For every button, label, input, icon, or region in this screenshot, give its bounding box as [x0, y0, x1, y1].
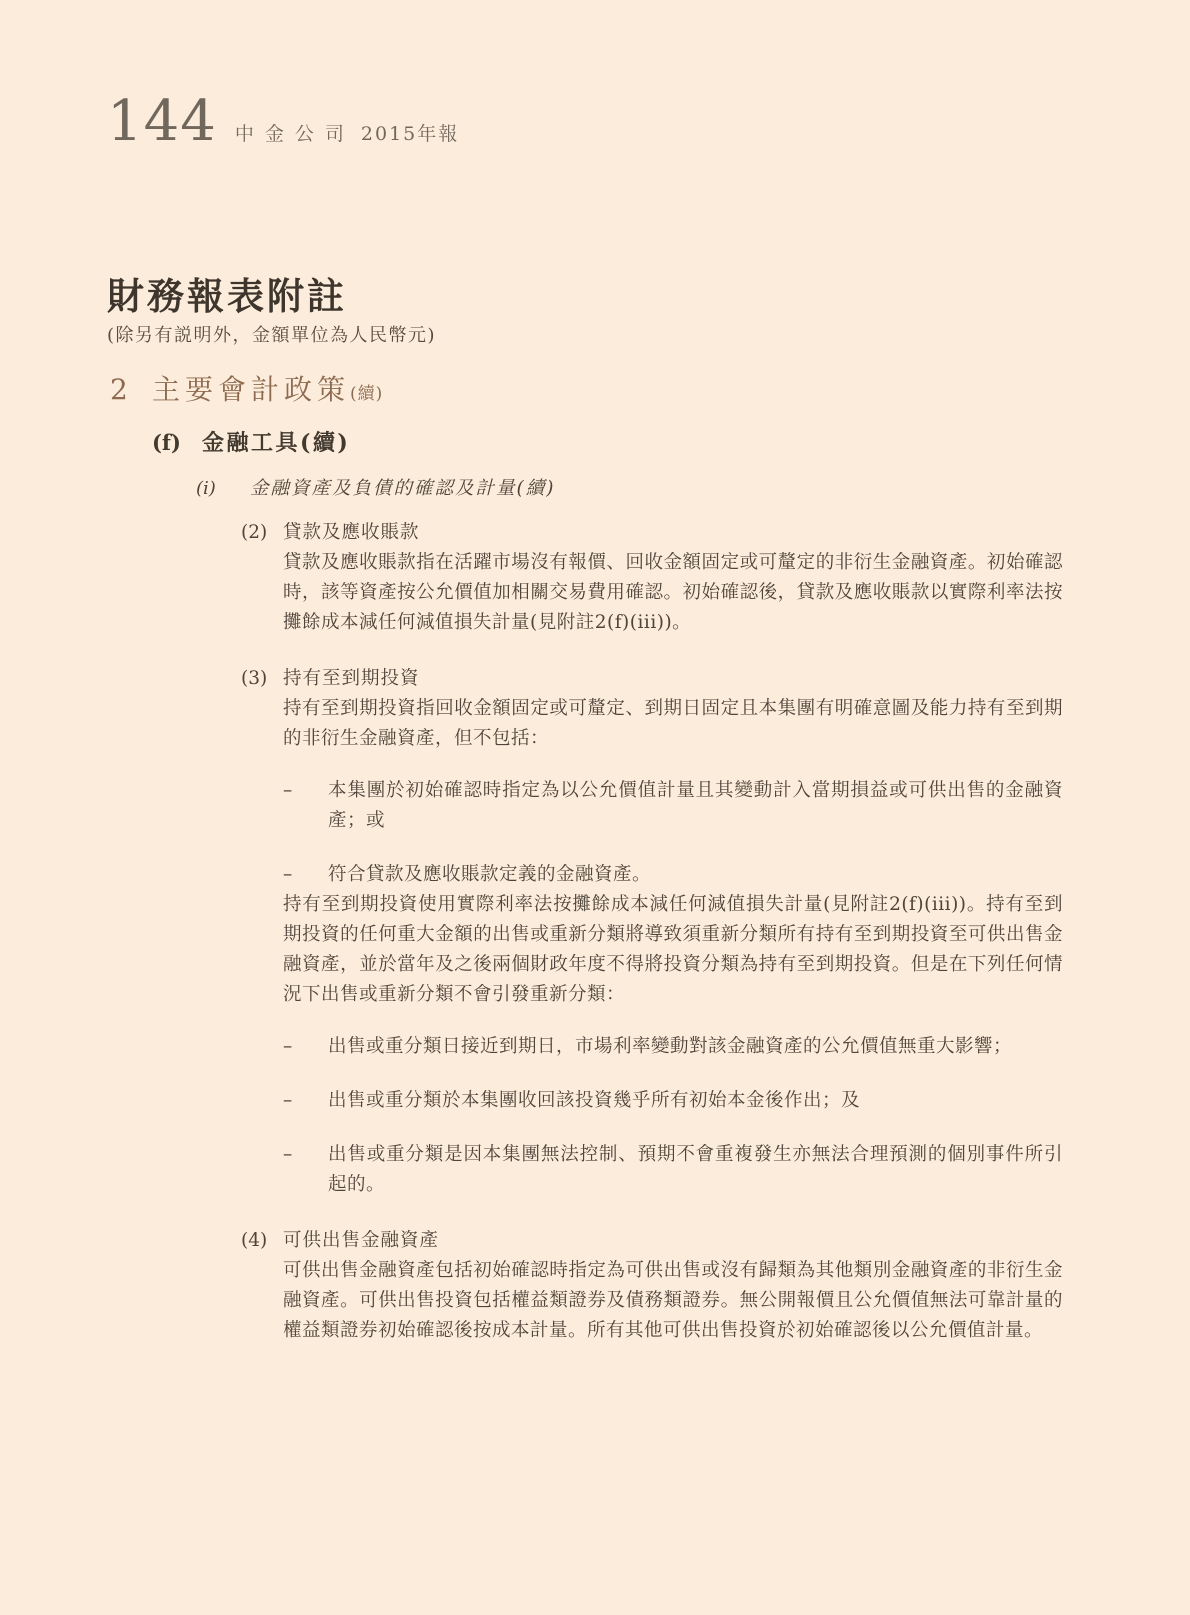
dash-marker: –: [283, 1144, 293, 1165]
page-subtitle: (除另有説明外，金額單位為人民幣元): [107, 325, 437, 346]
item-heading: 持有至到期投資: [283, 668, 420, 689]
item-list: [241, 518, 1190, 1346]
dash-marker: –: [283, 1090, 293, 1111]
item-label: (2): [241, 522, 268, 543]
item-3-held-to-maturity: [241, 664, 1190, 1200]
bullet-text: 出售或重分類日接近到期日，市場利率變動對該金融資產的公允價值無重大影響；: [328, 1036, 1013, 1057]
dash-marker: –: [283, 780, 293, 801]
running-head: [107, 0, 1190, 154]
section-number: 2: [110, 373, 128, 406]
bullet-text: 出售或重分類是因本集團無法控制、預期不會重複發生亦無法合理預測的個別事件所引起的。: [328, 1144, 1063, 1195]
subsection-f-title: 金融工具(續): [202, 430, 351, 456]
page-number: 144: [107, 89, 217, 154]
bullet-item: [283, 1140, 1063, 1200]
subsection-f-label: (f): [152, 430, 181, 455]
item-2-loans: [241, 518, 1190, 638]
bullet-item: [283, 776, 1063, 836]
section-2-heading: [110, 368, 1190, 408]
item-body: [283, 1226, 1063, 1346]
bullet-item: [283, 860, 1063, 890]
section-title-text: 主要會計政策: [152, 373, 351, 406]
company-name: 中金公司: [234, 123, 355, 145]
subsection-f-heading: [152, 426, 1190, 457]
dash-marker: –: [283, 864, 293, 885]
bullet-item: [283, 1086, 1063, 1116]
item-label: (3): [241, 668, 268, 689]
bullet-text: 出售或重分類於本集團收回該投資幾乎所有初始本金後作出；及: [328, 1090, 861, 1111]
bullet-text: 本集團於初始確認時指定為以公允價值計量且其變動計入當期損益或可供出售的金融資產；或: [328, 780, 1063, 831]
bullet-list-b: [283, 1032, 1063, 1200]
item-heading: 可供出售金融資產: [283, 1230, 440, 1251]
item-paragraph: 持有至到期投資指回收金額固定或可釐定、到期日固定且本集團有明確意圖及能力持有至到期的非衍生金融資產，但不包括：: [283, 698, 1063, 749]
item-label: (4): [241, 1230, 268, 1251]
item-body: [283, 664, 1063, 1200]
page-title: 財務報表附註: [107, 274, 347, 318]
report-year: 2015年報: [360, 123, 460, 145]
subsection-i-label: (i): [196, 478, 216, 499]
section-continued-mark: (續): [350, 384, 384, 404]
item-heading: 貸款及應收賬款: [283, 522, 420, 543]
bullet-list-a: [283, 776, 1063, 890]
item-paragraph: 持有至到期投資使用實際利率法按攤餘成本減任何減值損失計量(見附註2(f)(iii))。持有至到期投資的任何重大金額的出售或重新分類將導致須重新分類所有持有至到期投資至可供出售金融資產，並於當年及之後兩個財政年度不得將投資分類為持有至到期投資。但是在下列任何情況下出售或重新分類不會引發重新分類：: [283, 894, 1063, 1005]
item-body: [283, 518, 1063, 638]
item-paragraph: 貸款及應收賬款指在活躍市場沒有報價、回收金額固定或可釐定的非衍生金融資產。初始確認時，該等資產按公允價值加相關交易費用確認。初始確認後，貸款及應收賬款以實際利率法按攤餘成本減任何減值損失計量(見附註2(f)(iii))。: [283, 552, 1063, 633]
bullet-text: 符合貸款及應收賬款定義的金融資產。: [328, 864, 652, 885]
section-title: [152, 368, 383, 408]
subsection-i-heading: [196, 474, 1190, 500]
item-4-available-for-sale: [241, 1226, 1190, 1346]
dash-marker: –: [283, 1036, 293, 1057]
subsection-i-title: 金融資產及負債的確認及計量(續): [250, 478, 556, 499]
item-paragraph: 可供出售金融資產包括初始確認時指定為可供出售或沒有歸類為其他類別金融資產的非衍生金融資產。可供出售投資包括權益類證券及債務類證券。無公開報價且公允價值無法可靠計量的權益類證券初始確認後按成本計量。所有其他可供出售投資於初始確認後以公允價值計量。: [283, 1260, 1063, 1341]
bullet-item: [283, 1032, 1063, 1062]
